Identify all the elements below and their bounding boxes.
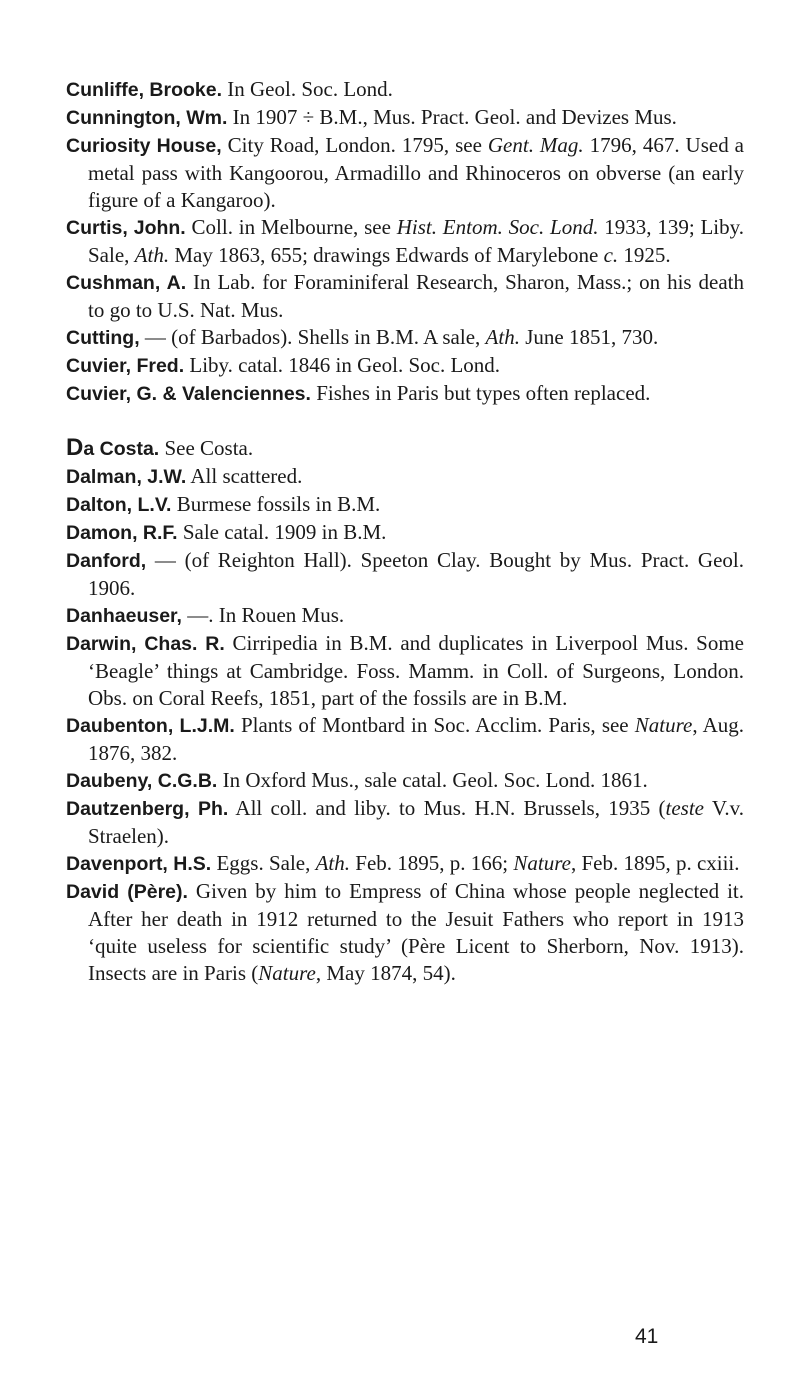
index-entry (66, 104, 744, 132)
entry-name: Darwin, Chas. R. (66, 633, 225, 655)
index-entry (66, 463, 744, 491)
index-entry (66, 878, 744, 987)
entry-name: Dautzenberg, Ph. (66, 798, 229, 820)
entry-italic-text: Ath. (134, 243, 170, 267)
entry-italic-text: Gent. Mag. (487, 133, 584, 157)
entry-text: Sale catal. 1909 in B.M. (182, 520, 387, 544)
entry-text: Plants of Montbard in Soc. Acclim. Paris, see (240, 713, 635, 737)
entry-text: Cirripedia in B.M. and duplicates in Liverpool Mus. Some ‘Beagle’ things at Cambridge. Foss. Mamm. in Coll. of Surgeons, London. Obs. on Coral Reefs, 1851, part of the fossils are in B.M. (88, 631, 745, 710)
entry-text: , May 1874, 54). (315, 961, 456, 985)
entry-name: Curtis, John. (66, 217, 186, 239)
entry-name: Cunliffe, Brooke. (66, 79, 223, 101)
index-entry (66, 132, 744, 214)
entry-name: Cuvier, Fred. (66, 355, 185, 377)
entry-name: Daubeny, C.G.B. (66, 770, 218, 792)
index-entry (66, 434, 744, 463)
entry-text: — (of Barbados). Shells in B.M. A sale, (144, 325, 486, 349)
entry-name: Cushman, A. (66, 272, 187, 294)
entry-italic-text: Hist. Entom. Soc. Lond. (396, 215, 599, 239)
entry-text: Coll. in Melbourne, see (191, 215, 397, 239)
entry-text: All coll. and liby. to Mus. H.N. Brussels, 1935 ( (235, 796, 666, 820)
index-entry (66, 602, 744, 630)
index-entry (66, 269, 744, 324)
entry-italic-text: Ath. (485, 325, 520, 349)
index-entry (66, 214, 744, 269)
entry-name: Curiosity House, (66, 135, 222, 157)
entry-italic-text: Nature (258, 961, 316, 985)
entry-text: Eggs. Sale, (216, 851, 316, 875)
index-entry (66, 547, 744, 602)
entry-text: 1933, 139; Liby. Sale, (88, 215, 745, 267)
entry-name: Daubenton, L.J.M. (66, 715, 235, 737)
index-entry (66, 324, 744, 352)
entry-italic-text: Nature (634, 713, 693, 737)
index-page (66, 76, 744, 987)
index-entry (66, 850, 744, 878)
index-entry (66, 380, 744, 408)
entry-text: In Oxford Mus., sale catal. Geol. Soc. Lond. 1861. (222, 768, 648, 792)
entry-text: Burmese fossils in B.M. (176, 492, 381, 516)
index-entry (66, 352, 744, 380)
entry-name: Da Costa. (66, 434, 160, 461)
index-entry (66, 767, 744, 795)
entry-text: Fishes in Paris but types often replaced. (316, 381, 651, 405)
entry-name: Cuvier, G. & Valenciennes. (66, 383, 311, 405)
index-entry (66, 712, 744, 767)
page-number: 41 (635, 1325, 659, 1348)
entry-italic-text: c. (603, 243, 619, 267)
entry-name: Dalman, J.W. (66, 466, 187, 488)
index-entry (66, 76, 744, 104)
index-entry (66, 795, 744, 850)
section-divider (66, 408, 744, 434)
entry-name: Damon, R.F. (66, 522, 178, 544)
entry-name: Cutting, (66, 327, 140, 349)
entry-text: 1925. (618, 243, 671, 267)
entry-text: Given by him to Empress of China whose people neglected it. After her death in 1912 returned to the Jesuit Fathers who report in 1913 ‘quite useless for scientific study’ (Père Licent to Sherborn, Nov. 1913). Insects are in Paris ( (88, 879, 744, 985)
entry-text: , Feb. 1895, p. cxiii. (570, 851, 740, 875)
entry-italic-text: teste (665, 796, 704, 820)
entry-name: Davenport, H.S. (66, 853, 212, 875)
entry-text: City Road, London. 1795, see (227, 133, 488, 157)
entry-text: — (of Reighton Hall). Speeton Clay. Bought by Mus. Pract. Geol. 1906. (88, 548, 744, 600)
index-entry (66, 630, 744, 712)
entry-text: In 1907 ÷ B.M., Mus. Pract. Geol. and Devizes Mus. (232, 105, 677, 129)
entry-name: Cunnington, Wm. (66, 107, 228, 129)
entry-name: Danford, (66, 550, 147, 572)
entry-italic-text: Nature (513, 851, 571, 875)
index-entry (66, 491, 744, 519)
entry-text: Liby. catal. 1846 in Geol. Soc. Lond. (189, 353, 501, 377)
entry-text: In Geol. Soc. Lond. (227, 77, 393, 101)
entry-text: 1796, 467. Used a metal pass with Kangoorou, Armadillo and Rhinoceros on obverse (an early figure of a Kangaroo). (88, 133, 744, 212)
entry-text: See Costa. (164, 436, 254, 460)
entry-text: V.v. Straelen). (88, 796, 744, 848)
entry-text: June 1851, 730. (519, 325, 659, 349)
entry-text: In Lab. for Foraminiferal Research, Sharon, Mass.; on his death to go to U.S. Nat. Mus. (88, 270, 744, 322)
entry-text: —. In Rouen Mus. (187, 603, 345, 627)
entry-name: Dalton, L.V. (66, 494, 172, 516)
entry-text: May 1863, 655; drawings Edwards of Marylebone (169, 243, 604, 267)
entry-name: David (Père). (66, 881, 188, 903)
entry-italic-text: Ath. (315, 851, 351, 875)
entry-text: All scattered. (190, 464, 303, 488)
entry-text: Feb. 1895, p. 166; (350, 851, 514, 875)
entry-text: , Aug. 1876, 382. (88, 713, 744, 765)
index-entry (66, 519, 744, 547)
entry-name: Danhaeuser, (66, 605, 182, 627)
